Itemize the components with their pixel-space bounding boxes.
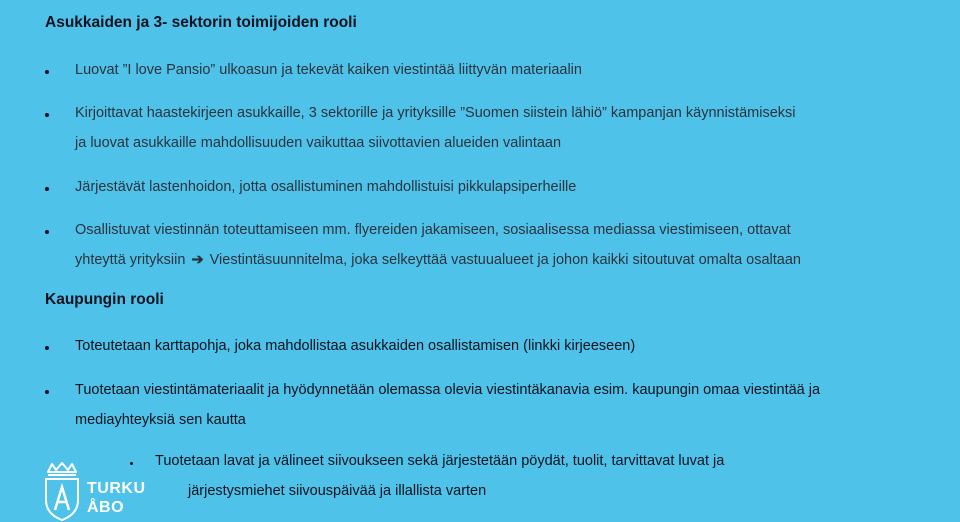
bullet-text: Järjestävät lastenhoidon, jotta osallistuminen mahdollistuisi pikkulapsiperheille	[75, 179, 577, 195]
bullet-text: Tuotetaan lavat ja välineet siivoukseen sekä järjestetään pöydät, tuolit, tarvittavat luvat ja järjestysmiehet siivouspäivää ja illallista varten	[155, 453, 725, 499]
bullet-icon	[45, 230, 49, 234]
coat-of-arms-icon	[40, 462, 84, 522]
logo-text-abo: ÅBO	[87, 499, 125, 516]
section-heading-residents: Asukkaiden ja 3- sektorin toimijoiden rooli	[45, 14, 357, 31]
bullet-text: Tuotetaan viestintämateriaalit ja hyödynnetään olemassa olevia viestintäkanavia esim. kaupungin omaa viestintää ja mediayhteyksiä sen kautta	[75, 382, 821, 428]
bullet-text: Kirjoittavat haastekirjeen asukkaille, 3 sektorille ja yrityksille ”Suomen siistein lähiö” kampanjan käynnistämiseksi ja luovat asukkaille mahdollisuuden vaikuttaa siivottavien alueiden valintaan	[75, 105, 796, 151]
bullet-icon	[45, 70, 49, 74]
bullet-text: Osallistuvat viestinnän toteuttamiseen mm. flyereiden jakamiseen, sosiaalisessa mediassa viestimiseen, ottavat yhteyttä yrityksiin ➔ Viestintäsuunnitelma, joka selkeyttää vastuualueet ja johon kaikki sitoutuvat omalta osaltaan	[75, 222, 801, 268]
bullet-icon	[45, 346, 49, 350]
logo-text-turku: TURKU	[87, 480, 146, 497]
turku-abo-logo	[40, 462, 170, 522]
bullet-text: Toteutetaan karttapohja, joka mahdollistaa asukkaiden osallistamisen (linkki kirjeeseen)	[75, 338, 636, 354]
arrow-right-icon: ➔	[191, 252, 204, 268]
bullet-icon	[45, 113, 49, 117]
bullet-icon	[45, 390, 49, 394]
section-heading-city: Kaupungin rooli	[45, 291, 164, 308]
bullet-text: Luovat ”I love Pansio” ulkoasun ja tekevät kaiken viestintää liittyvän materiaalin	[75, 62, 582, 78]
bullet-icon	[45, 187, 49, 191]
